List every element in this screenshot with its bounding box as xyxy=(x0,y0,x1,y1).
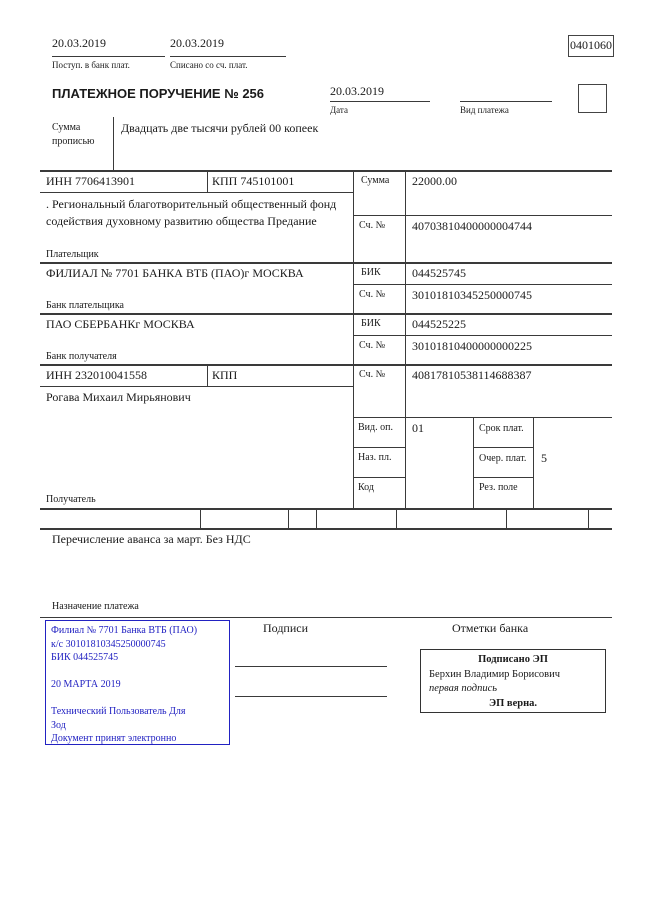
payee-account-value: 40817810538114688387 xyxy=(412,368,532,382)
priority-value: 5 xyxy=(541,451,547,465)
op-kind-value: 01 xyxy=(412,421,424,435)
payee-bank-bik-value: 044525225 xyxy=(412,317,466,331)
signature-line xyxy=(235,666,387,667)
table-line xyxy=(353,215,612,216)
signature-line xyxy=(235,696,387,697)
payer-bank-section-label: Банк плательщика xyxy=(46,300,124,311)
payee-kpp-label: КПП xyxy=(212,368,238,382)
bank-marks-label: Отметки банка xyxy=(452,621,529,635)
payer-kpp: КПП 745101001 xyxy=(212,174,295,188)
payer-name: . Региональный благотворительный общественный фонд содействия духовному развитию общества Предание xyxy=(46,197,337,228)
table-line xyxy=(588,508,589,528)
table-line xyxy=(353,284,612,285)
amount-words-label: Сумма прописью xyxy=(52,122,95,147)
payer-bank-name: ФИЛИАЛ № 7701 БАНКА ВТБ (ПАО)г МОСКВА xyxy=(46,266,304,280)
date-label: Дата xyxy=(330,105,348,115)
signatures-label: Подписи xyxy=(263,621,309,635)
esign-name: Берхин Владимир Борисович xyxy=(429,668,560,680)
payer-account-value: 40703810400000004744 xyxy=(412,219,532,233)
table-line xyxy=(40,617,612,618)
table-line xyxy=(353,170,354,508)
payer-bank-account-value: 30101810345250000745 xyxy=(412,288,532,302)
received-date-label: Поступ. в банк плат. xyxy=(52,60,130,70)
op-kind-label: Вид. оп. xyxy=(358,422,393,433)
table-line xyxy=(40,528,612,530)
table-line xyxy=(473,477,533,478)
purpose-text: Перечисление аванса за март. Без НДС xyxy=(52,532,251,546)
table-line xyxy=(40,262,612,264)
payer-bank-bik-label: БИК xyxy=(361,267,381,278)
stamp-line xyxy=(51,692,224,706)
table-line xyxy=(353,417,612,418)
debited-date-underline xyxy=(170,56,286,57)
payee-inn: ИНН 232010041558 xyxy=(46,368,147,382)
purpose-code-label: Наз. пл. xyxy=(358,452,392,463)
payee-name: Рогава Михаил Мирьянович xyxy=(46,390,191,404)
received-date-underline xyxy=(52,56,165,57)
table-line xyxy=(533,417,534,508)
table-line xyxy=(316,508,317,528)
payment-type-underline xyxy=(460,101,552,102)
payer-account-label: Сч. № xyxy=(359,220,386,231)
table-line xyxy=(353,477,405,478)
payment-type-label: Вид платежа xyxy=(460,105,509,115)
payee-bank-name: ПАО СБЕРБАНКг МОСКВА xyxy=(46,317,195,331)
payee-bank-bik-label: БИК xyxy=(361,318,381,329)
table-line xyxy=(40,386,353,387)
table-line xyxy=(207,364,208,386)
debited-date: 20.03.2019 xyxy=(170,36,224,50)
esign-kind: первая подпись xyxy=(429,683,498,694)
stamp-line: 20 МАРТА 2019 xyxy=(51,679,121,690)
payer-bank-account-label: Сч. № xyxy=(359,289,386,300)
table-line xyxy=(200,508,201,528)
table-line xyxy=(40,170,612,172)
payee-section-label: Получатель xyxy=(46,494,96,505)
table-line xyxy=(405,170,406,508)
document-date: 20.03.2019 xyxy=(330,84,384,98)
table-line xyxy=(353,447,405,448)
received-date: 20.03.2019 xyxy=(52,36,106,50)
stamp-line: БИК 044525745 xyxy=(51,652,119,663)
code-label: Код xyxy=(358,482,374,493)
table-line xyxy=(353,335,612,336)
payee-account-label: Сч. № xyxy=(359,369,386,380)
payer-inn: ИНН 7706413901 xyxy=(46,174,135,188)
table-line xyxy=(288,508,289,528)
table-line xyxy=(40,192,353,193)
payee-bank-section-label: Банк получателя xyxy=(46,351,117,362)
document-title: ПЛАТЕЖНОЕ ПОРУЧЕНИЕ № 256 xyxy=(52,86,265,101)
table-line xyxy=(40,364,612,366)
date-underline xyxy=(330,101,430,102)
form-code-box: 0401060 xyxy=(568,35,614,57)
stamp-line: Зод xyxy=(51,719,66,731)
purpose-label: Назначение платежа xyxy=(52,601,139,612)
payment-status-box xyxy=(578,84,607,113)
table-line xyxy=(40,313,612,315)
payer-section-label: Плательщик xyxy=(46,249,99,260)
debited-date-label: Списано со сч. плат. xyxy=(170,60,248,70)
bank-stamp-box xyxy=(45,620,230,745)
table-line xyxy=(473,417,474,508)
due-label: Срок плат. xyxy=(479,423,524,434)
priority-label: Очер. плат. xyxy=(479,453,527,464)
stamp-line: Документ принят электронно xyxy=(51,733,177,744)
stamp-line: Филиал № 7701 Банка ВТБ (ПАО) xyxy=(51,625,198,636)
amount-label: Сумма xyxy=(361,175,390,186)
stamp-line xyxy=(51,665,224,679)
payee-bank-account-value: 30101810400000000225 xyxy=(412,339,532,353)
amount-words-value: Двадцать две тысячи рублей 00 копеек xyxy=(121,121,319,135)
table-line xyxy=(207,170,208,192)
table-line xyxy=(396,508,397,528)
table-line xyxy=(40,508,612,510)
esign-title: Подписано ЭП xyxy=(478,654,548,665)
table-line xyxy=(473,447,533,448)
reserve-field-label: Рез. поле xyxy=(479,482,518,493)
stamp-line: к/с 30101810345250000745 xyxy=(51,638,166,650)
table-line xyxy=(506,508,507,528)
payee-bank-account-label: Сч. № xyxy=(359,340,386,351)
amount-value: 22000.00 xyxy=(412,174,457,188)
payer-bank-bik-value: 044525745 xyxy=(412,266,466,280)
esign-valid: ЭП верна. xyxy=(488,697,537,709)
esign-box xyxy=(420,649,606,713)
amount-words-divider xyxy=(113,117,114,170)
stamp-line: Технический Пользователь Для xyxy=(51,706,186,717)
